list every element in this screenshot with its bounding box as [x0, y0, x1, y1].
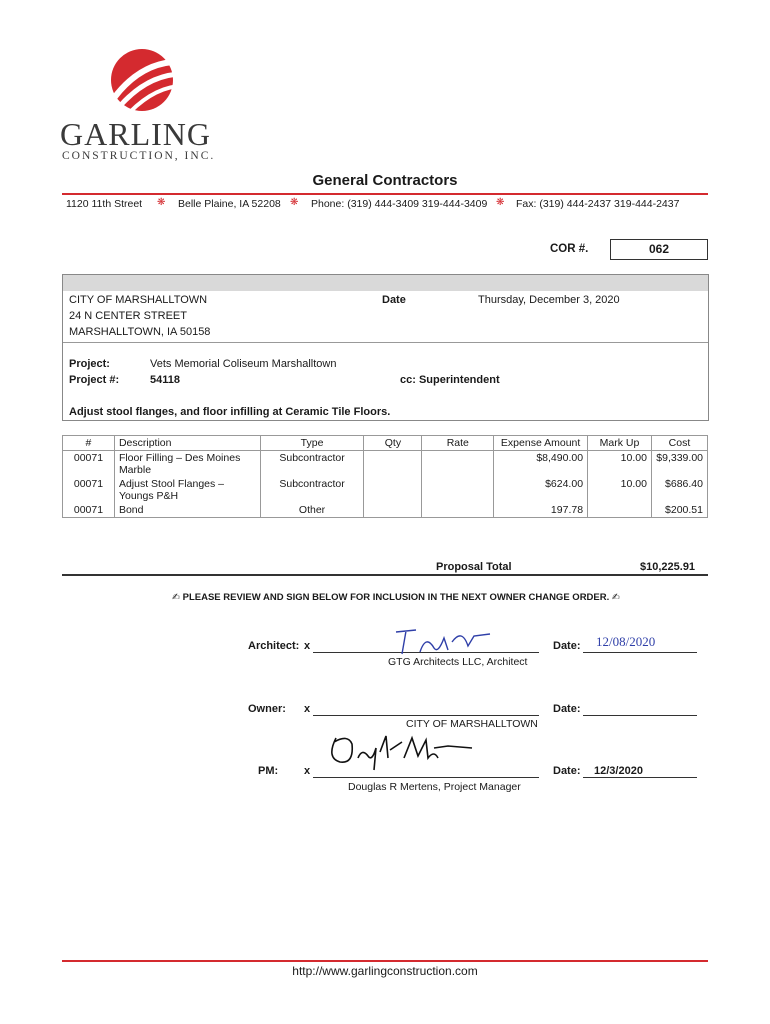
architect-signature-icon [390, 624, 510, 660]
project-label: Project: [69, 358, 110, 370]
client-city: MARSHALLTOWN, IA 50158 [69, 326, 211, 338]
pm-label: PM: [258, 765, 279, 777]
item-type: Other [260, 503, 364, 518]
item-description: Bond [114, 503, 260, 518]
col-header-rate: Rate [422, 436, 494, 451]
pm-name: Douglas R Mertens, Project Manager [348, 781, 521, 793]
client-street: 24 N CENTER STREET [69, 310, 187, 322]
architect-date-value: 12/08/2020 [596, 634, 656, 649]
proposal-total-value: $10,225.91 [640, 561, 696, 573]
owner-x-mark: x [304, 703, 311, 715]
table-row [63, 503, 708, 518]
line-items-table [62, 435, 708, 518]
notice-text: PLEASE REVIEW AND SIGN BELOW FOR INCLUSION IN THE NEXT OWNER CHANGE ORDER. [182, 592, 610, 603]
col-header-number: # [63, 436, 115, 451]
item-qty [364, 477, 422, 503]
footer-divider [62, 960, 708, 962]
item-expense: $8,490.00 [494, 451, 588, 478]
item-qty [364, 503, 422, 518]
table-row [63, 451, 708, 478]
architect-date-line[interactable] [583, 652, 697, 653]
cor-label: COR #. [550, 243, 589, 255]
architect-name: GTG Architects LLC, Architect [388, 656, 528, 668]
item-rate [422, 451, 494, 478]
item-type: Subcontractor [260, 477, 364, 503]
logo-wordmark: GARLING [60, 116, 211, 152]
cor-number: 062 [610, 239, 708, 260]
item-cost: $200.51 [651, 503, 707, 518]
col-header-type: Type [260, 436, 364, 451]
col-header-cost: Cost [651, 436, 707, 451]
bullet-star-icon: ❋ [157, 197, 166, 208]
item-number: 00071 [63, 451, 115, 478]
logo-swoosh-icon [104, 44, 188, 114]
client-divider [63, 342, 708, 343]
pencil-icon: ✍ [611, 592, 620, 603]
city-address: Belle Plaine, IA 52208 [178, 198, 281, 210]
date-label: Date [382, 294, 406, 306]
item-markup: 10.00 [588, 477, 652, 503]
project-value: Vets Memorial Coliseum Marshalltown [150, 358, 337, 370]
pm-date-label: Date: [553, 765, 581, 777]
street-address: 1120 11th Street [66, 198, 143, 210]
project-number-label: Project #: [69, 374, 120, 386]
item-cost: $686.40 [651, 477, 707, 503]
item-number: 00071 [63, 477, 115, 503]
pm-x-mark: x [304, 765, 311, 777]
header-divider [62, 193, 708, 195]
table-header-row [63, 436, 708, 451]
fax-number: Fax: (319) 444-2437 319-444-2437 [516, 198, 680, 210]
total-rule [62, 574, 708, 576]
item-markup [588, 503, 652, 518]
project-number-value: 54118 [150, 374, 180, 386]
item-type: Subcontractor [260, 451, 364, 478]
client-header-band [63, 275, 708, 291]
owner-name: CITY OF MARSHALLTOWN [406, 718, 538, 730]
item-rate [422, 503, 494, 518]
pm-signature-icon [322, 728, 482, 774]
owner-signature-line[interactable] [313, 715, 539, 716]
footer-url[interactable]: http://www.garlingconstruction.com [292, 964, 478, 978]
bullet-star-icon: ❋ [290, 197, 299, 208]
date-value: Thursday, December 3, 2020 [478, 294, 620, 306]
item-description: Floor Filling – Des Moines Marble [114, 451, 260, 478]
owner-date-label: Date: [553, 703, 581, 715]
item-description: Adjust Stool Flanges – Youngs P&H [114, 477, 260, 503]
cc-note: cc: Superintendent [400, 374, 500, 386]
item-expense: $624.00 [494, 477, 588, 503]
item-qty [364, 451, 422, 478]
page-title: General Contractors [312, 172, 458, 189]
col-header-expense: Expense Amount [494, 436, 588, 451]
signing-notice [172, 592, 620, 603]
item-rate [422, 477, 494, 503]
pm-date-value: 12/3/2020 [594, 765, 643, 777]
proposal-total-label: Proposal Total [436, 561, 512, 573]
item-expense: 197.78 [494, 503, 588, 518]
client-name: CITY OF MARSHALLTOWN [69, 294, 208, 306]
phone-number: Phone: (319) 444-3409 319-444-3409 [311, 198, 488, 210]
pm-signature-line[interactable] [313, 777, 539, 778]
pm-date-line[interactable] [583, 777, 697, 778]
owner-label: Owner: [248, 703, 286, 715]
scope-description: Adjust stool flanges, and floor infilling at Ceramic Tile Floors. [69, 406, 391, 418]
owner-date-line[interactable] [583, 715, 697, 716]
col-header-markup: Mark Up [588, 436, 652, 451]
architect-x-mark: x [304, 640, 311, 652]
company-logo [60, 44, 230, 162]
table-row [63, 477, 708, 503]
item-markup: 10.00 [588, 451, 652, 478]
pencil-icon: ✍ [172, 592, 180, 603]
item-cost: $9,339.00 [651, 451, 707, 478]
architect-label: Architect: [248, 640, 300, 652]
bullet-star-icon: ❋ [496, 197, 505, 208]
architect-date-label: Date: [553, 640, 581, 652]
logo-subtitle: CONSTRUCTION, INC. [62, 150, 216, 162]
col-header-qty: Qty [364, 436, 422, 451]
item-number: 00071 [63, 503, 115, 518]
col-header-description: Description [114, 436, 260, 451]
